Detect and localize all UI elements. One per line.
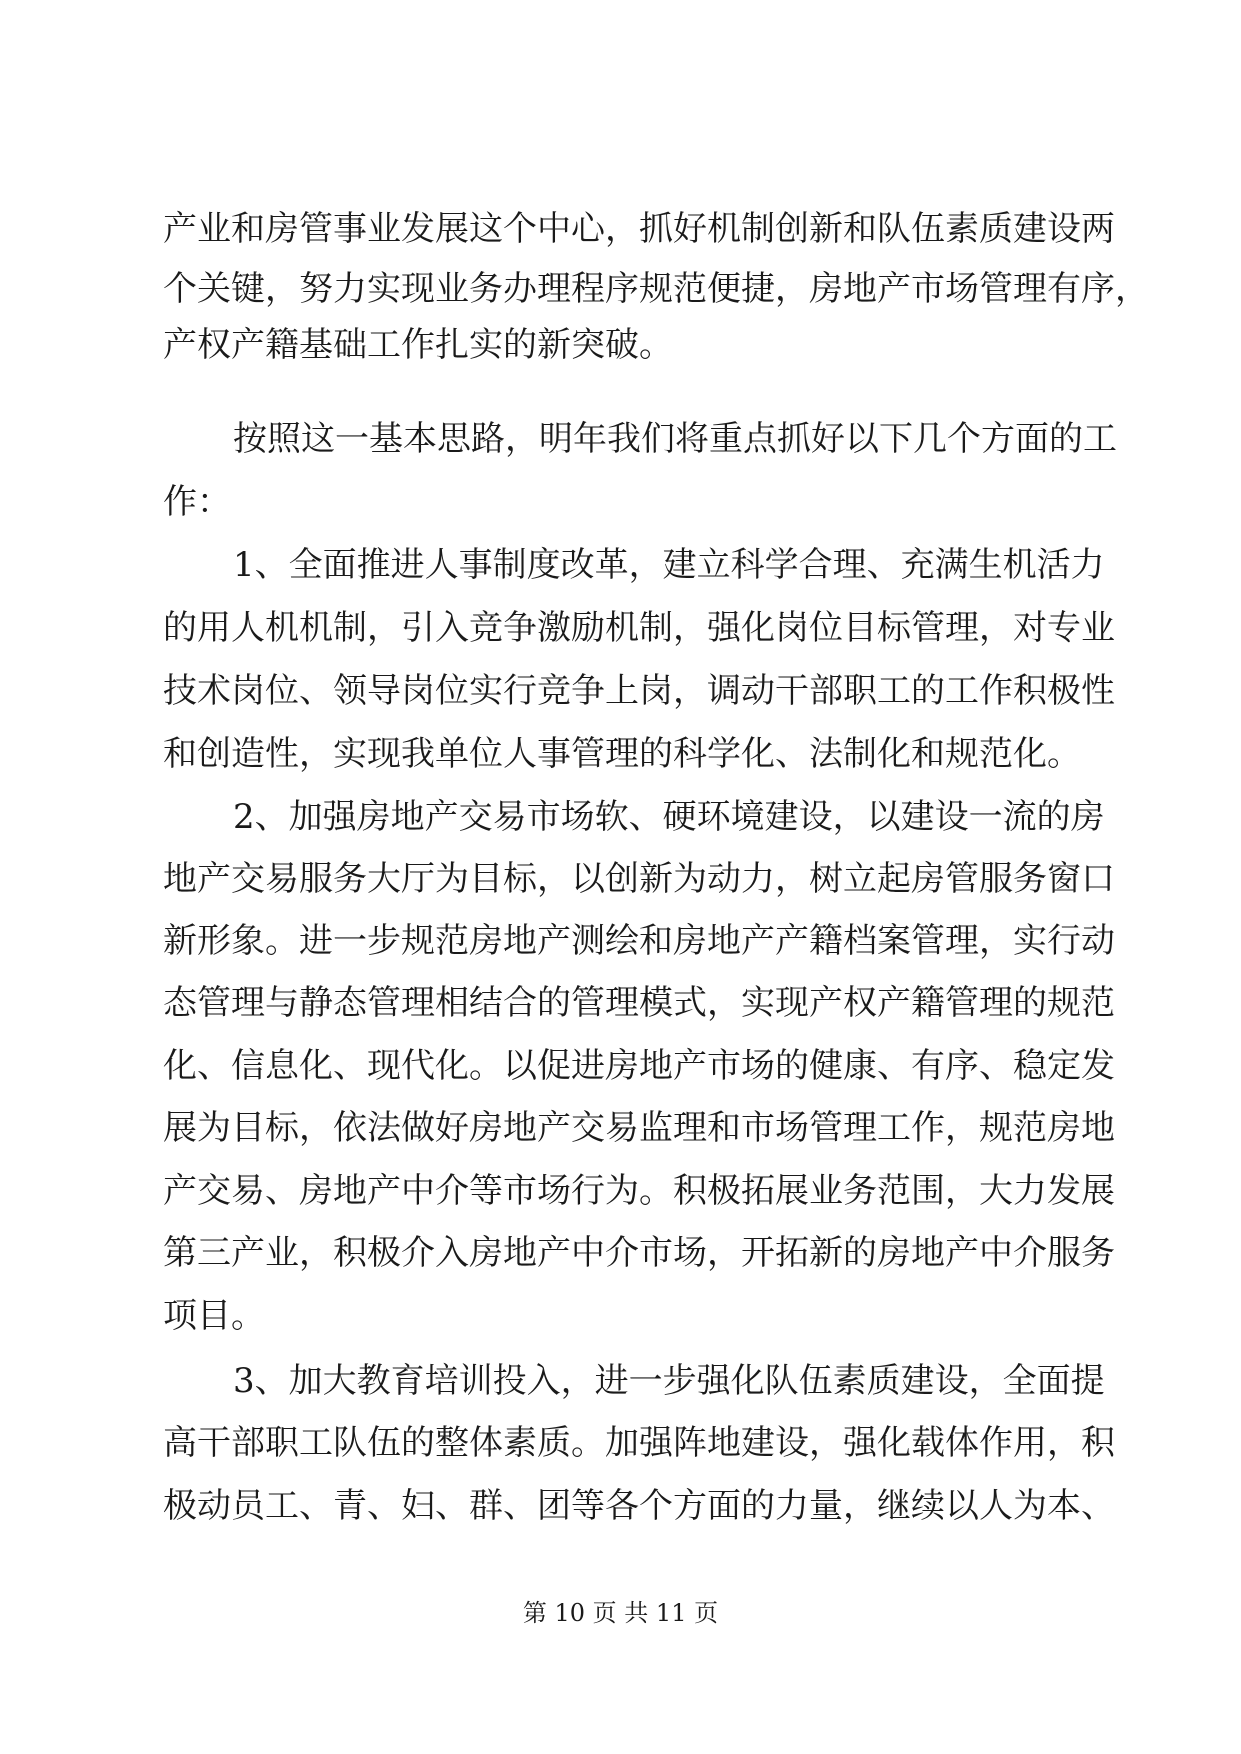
text-line: 产交易、房地产中介等市场行为。积极拓展业务范围，大力发展	[163, 1171, 1115, 1211]
text-line: 第三产业，积极介入房地产中介市场，开拓新的房地产中介服务	[163, 1233, 1115, 1273]
text-line: 展为目标，依法做好房地产交易监理和市场管理工作，规范房地	[163, 1108, 1115, 1148]
text-line: 1、全面推进人事制度改革，建立科学合理、充满生机活力	[233, 545, 1105, 585]
text-line: 和创造性，实现我单位人事管理的科学化、法制化和规范化。	[163, 734, 1081, 774]
text-line: 态管理与静态管理相结合的管理模式，实现产权产籍管理的规范	[163, 983, 1115, 1023]
text-line: 项目。	[163, 1296, 265, 1336]
text-line: 的用人机机制，引入竞争激励机制，强化岗位目标管理，对专业	[163, 608, 1115, 648]
text-line: 化、信息化、现代化。以促进房地产市场的健康、有序、稳定发	[163, 1046, 1115, 1086]
text-line: 技术岗位、领导岗位实行竞争上岗，调动干部职工的工作积极性	[163, 671, 1115, 711]
page-number-footer: 第 10 页 共 11 页	[522, 1599, 719, 1627]
text-line: 新形象。进一步规范房地产测绘和房地产产籍档案管理，实行动	[163, 921, 1115, 961]
text-line: 极动员工、青、妇、群、团等各个方面的力量，继续以人为本、	[163, 1486, 1115, 1526]
text-line: 按照这一基本思路，明年我们将重点抓好以下几个方面的工	[233, 419, 1117, 459]
text-line: 个关键，努力实现业务办理程序规范便捷，房地产市场管理有序，	[163, 269, 1149, 309]
text-line: 产权产籍基础工作扎实的新突破。	[163, 325, 673, 365]
text-line: 高干部职工队伍的整体素质。加强阵地建设，强化载体作用，积	[163, 1423, 1115, 1463]
text-line: 3、加大教育培训投入，进一步强化队伍素质建设，全面提	[233, 1361, 1105, 1401]
text-line: 地产交易服务大厅为目标，以创新为动力，树立起房管服务窗口	[163, 859, 1115, 899]
text-line: 产业和房管事业发展这个中心，抓好机制创新和队伍素质建设两	[163, 209, 1115, 249]
text-line: 作：	[163, 482, 231, 522]
text-line: 2、加强房地产交易市场软、硬环境建设，以建设一流的房	[233, 797, 1105, 837]
